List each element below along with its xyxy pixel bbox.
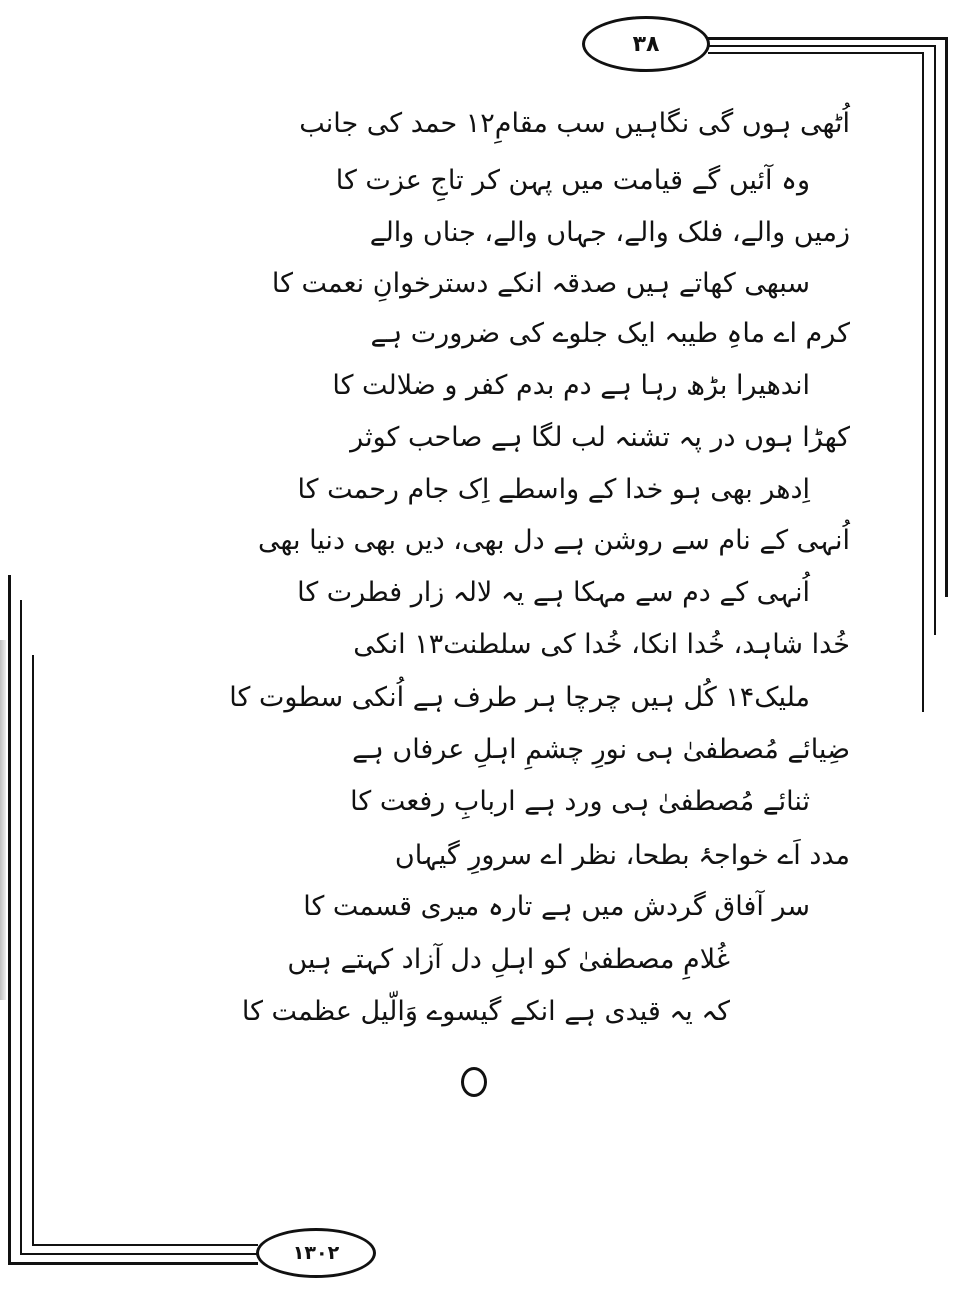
verse-line: ضِیائے مُصطفیٰ ہی نورِ چشمِ اہلِ عرفاں ہے	[352, 734, 850, 765]
footer-page-number-text: ۱۳۰۲	[292, 1242, 340, 1264]
verse-line: اُنہی کے دم سے مہکا ہے یہ لالہ زار فطرت کا	[297, 577, 810, 608]
verse-line: اُٹھی ہوں گی نگاہیں سب مقامِ۱۲ حمد کی جانب	[299, 108, 850, 139]
verse-line: زمیں والے، فلک والے، جہاں والے، جناں والے	[369, 217, 850, 248]
verse-line: مدد اَے خواجۂ بطحا، نظر اے سرورِ گیہاں	[394, 840, 850, 871]
verse-line: سر آفاق گردش میں ہے تارہ میری قسمت کا	[303, 891, 810, 922]
verse-line: غُلامِ مصطفیٰ کو اہلِ دل آزاد کہتے ہیں	[287, 944, 730, 975]
verse-line: اُنہی کے نام سے روشن ہے دل بھی، دیں بھی دنیا بھی	[258, 525, 850, 556]
end-of-poem-circle	[461, 1067, 487, 1097]
header-page-number	[582, 16, 710, 72]
verse-line: خُدا شاہد، خُدا انکا، خُدا کی سلطنت۱۳ انکی	[353, 629, 850, 660]
verse-line: سبھی کھاتے ہیں صدقہ انکے دسترخوانِ نعمت کا	[271, 268, 810, 299]
verse-line: اندھیرا بڑھ رہا ہے دم بدم کفر و ضلالت کا	[332, 370, 810, 401]
verse-line: کرم اے ماہِ طیبہ ایک جلوے کی ضرورت ہے	[370, 318, 850, 349]
footer-page-number	[256, 1228, 376, 1278]
frame-bottom-line-1	[8, 1262, 258, 1265]
verse-line: وہ آئیں گے قیامت میں پہن کر تاجِ عزت کا	[335, 165, 810, 196]
verse-line: اِدھر بھی ہو خدا کے واسطے اِک جام رحمت کا	[297, 474, 810, 505]
frame-left-line-3	[32, 655, 34, 1245]
frame-left-line-2	[20, 600, 22, 1255]
frame-top-line-2	[708, 45, 936, 47]
frame-right-line-3	[922, 52, 924, 712]
scan-edge-shadow	[0, 640, 6, 1000]
frame-right-line-2	[934, 45, 936, 635]
verse-line: ثنائے مُصطفیٰ ہی ورد ہے اربابِ رفعت کا	[350, 786, 810, 817]
frame-bottom-line-2	[20, 1253, 258, 1255]
frame-right-line-1	[945, 37, 948, 597]
frame-left-line-1	[8, 575, 11, 1265]
verse-line: ملیک۱۴ کُل ہیں چرچا ہر طرف ہے اُنکی سطوت کا	[229, 682, 810, 713]
frame-top-line-3	[708, 52, 924, 54]
frame-bottom-line-3	[32, 1244, 258, 1246]
verse-line: کھڑا ہوں در پہ تشنہ لب لگا ہے صاحب کوثر	[350, 422, 850, 453]
header-page-number-text: ۳۸	[632, 31, 660, 57]
frame-top-line-1	[708, 37, 948, 40]
verse-line: کہ یہ قیدی ہے انکے گیسوے وَالّیل عظمت کا	[241, 996, 730, 1027]
